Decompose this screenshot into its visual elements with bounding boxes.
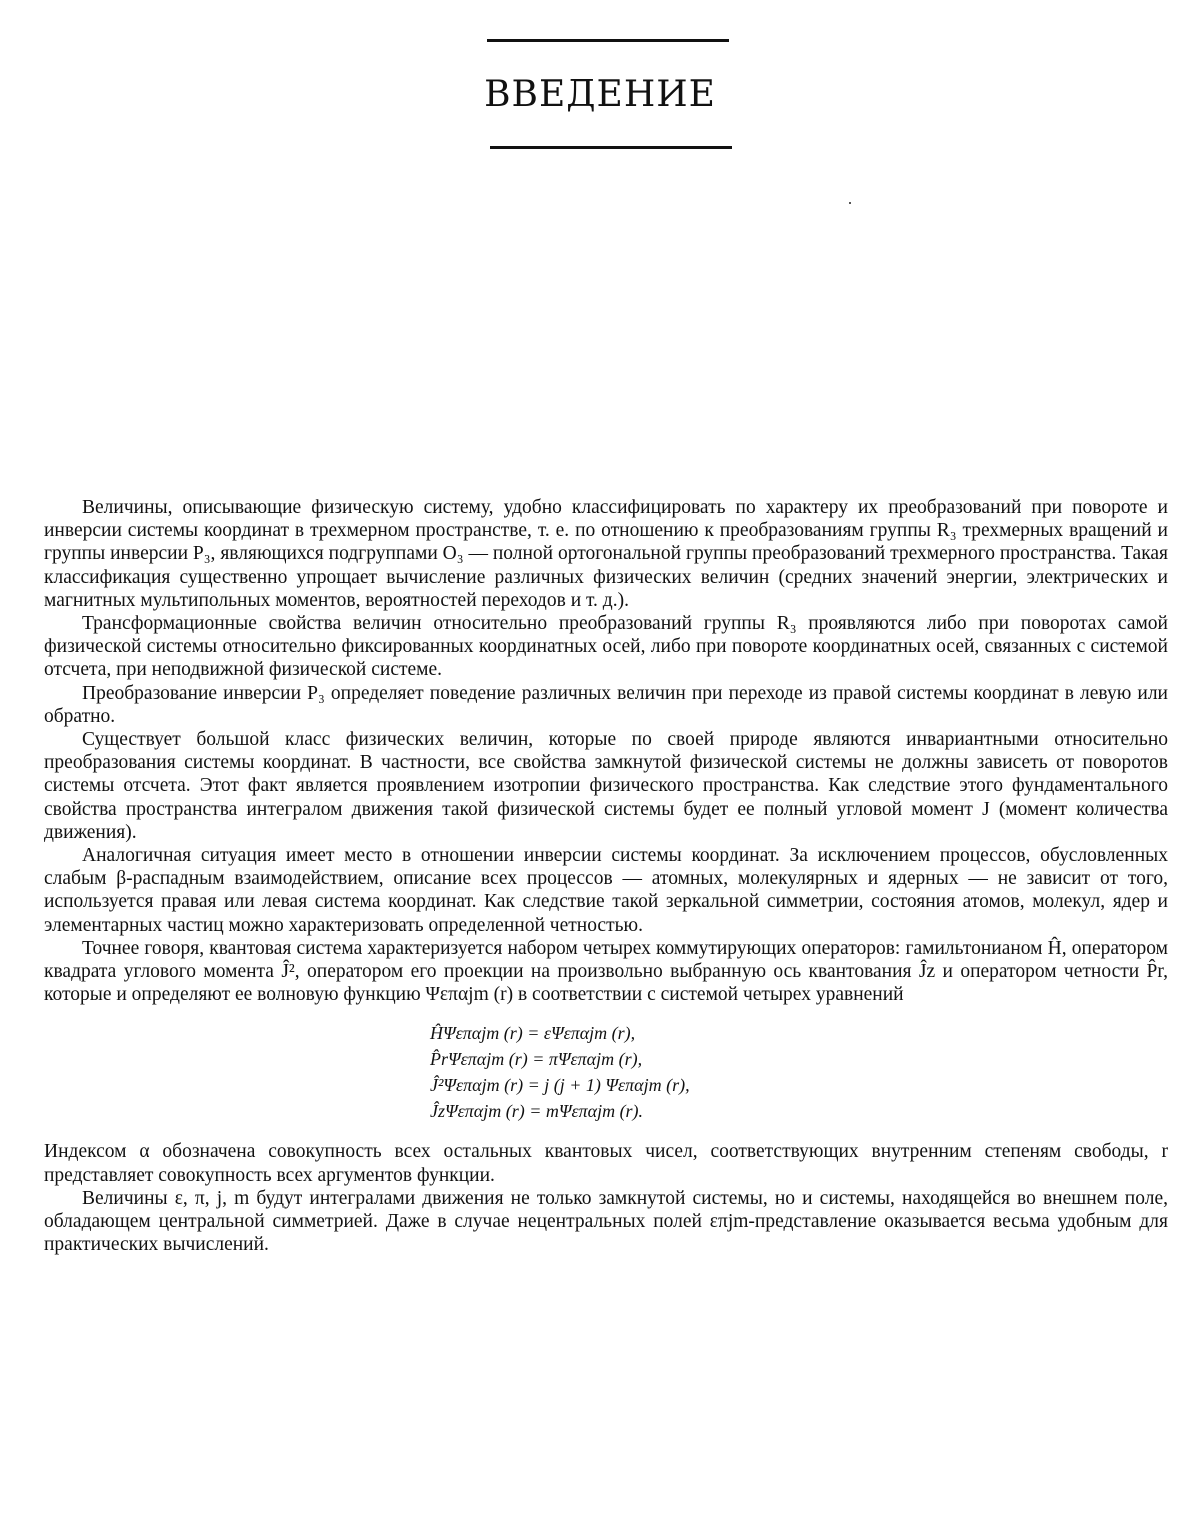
paragraph-4: Существует большой класс физических величин, которые по своей природе являются инвариантными относительно преобразования системы координат. В частности, все свойства замкнутой физической системы не должны зависеть от поворотов системы отсчета. Этот факт является проявлением изотропии физического пространства. Как следствие этого фундаментального свойства пространства интегралом движения такой физической системы будет ее полный угловой момент J (момент количества движения). <box>44 729 1168 843</box>
paragraph-7: Индексом α обозначена совокупность всех остальных квантовых чисел, соответствующих внутренним степеням свободы, r представляет совокупность всех аргументов функции. <box>44 1141 1168 1186</box>
equation-1: ĤΨεπαjm (r) = εΨεπαjm (r), <box>430 1023 636 1044</box>
paragraph-3: Преобразование инверсии P₃ определяет поведение различных величин при переходе из правой системы координат в левую или обратно. <box>44 682 1168 727</box>
scan-speck <box>849 202 851 204</box>
equation-4: ĴzΨεπαjm (r) = mΨεπαjm (r). <box>430 1101 644 1122</box>
paragraph-2: Трансформационные свойства величин относительно преобразований группы R₃ проявляются либо при поворотах самой физической системы относительно фиксированных координатных осей, либо при повороте координатных осей, связанных с системой отсчета, при неподвижной физической системе. <box>44 613 1168 681</box>
equation-2: P̂rΨεπαjm (r) = πΨεπαjm (r), <box>430 1049 643 1070</box>
title-rule-top <box>487 39 729 42</box>
equation-system <box>430 1020 1168 1124</box>
page-title: ВВЕДЕНИЕ <box>484 74 716 115</box>
paragraph-8: Величины ε, π, j, m будут интегралами движения не только замкнутой системы, но и системы, находящейся во внешнем поле, обладающем центральной симметрией. Даже в случае нецентральных полей επjm-представление оказывается весьма удобным для практических вычислений. <box>44 1187 1168 1256</box>
paragraph-1: Величины, описывающие физическую систему, удобно классифицировать по характеру их преобразований при повороте и инверсии системы координат в трехмерном пространстве, т. е. по отношению к преобразованиям группы R₃ трехмерных вращений и группы инверсии P₃, являющихся подгруппами O₃ — полной ортогональной группы преобразований трехмерного пространства. Такая классификация существенно упрощает вычисление различных физических величин (средних значений энергии, электрических и магнитных мультипольных моментов, вероятностей переходов и т. д.). <box>44 497 1168 611</box>
paragraph-5: Аналогичная ситуация имеет место в отношении инверсии системы координат. За исключением процессов, обусловленных слабым β-распадным взаимодействием, описание всех процессов — атомных, молекулярных и ядерных — не зависит от того, используется правая или левая система координат. Как следствие такой зеркальной симметрии, состояния атомов, молекул, ядер и элементарных частиц можно характеризовать определенной четностью. <box>44 845 1168 936</box>
title-rule-bottom <box>490 146 732 149</box>
equation-3: Ĵ²Ψεπαjm (r) = j (j + 1) Ψεπαjm (r), <box>430 1075 690 1096</box>
body-text <box>44 496 1168 1256</box>
paragraph-6: Точнее говоря, квантовая система характеризуется набором четырех коммутирующих операторов: гамильтонианом Ĥ, оператором квадрата углового момента Ĵ², оператором его проекции на произвольно выбранную ось квантования Ĵz и оператором четности P̂r, которые и определяют ее волновую функцию Ψεπαjm (r) в соответствии с системой четырех уравнений <box>44 937 1168 1006</box>
